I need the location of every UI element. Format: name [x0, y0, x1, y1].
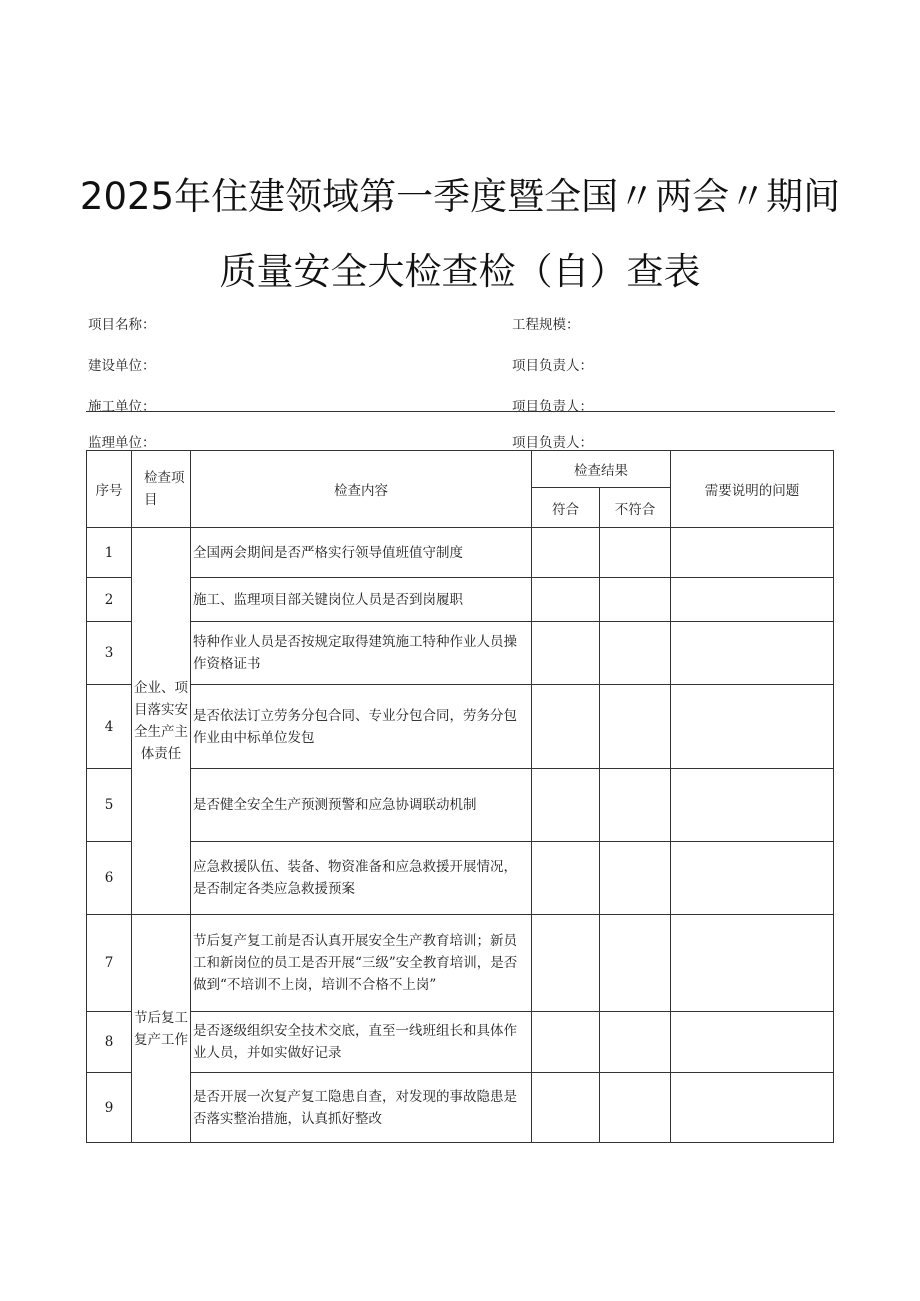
notes-cell[interactable] [671, 685, 834, 769]
conform-cell[interactable] [532, 842, 600, 915]
document-title-line2: 质量安全大检查检（自）查表 [219, 250, 701, 293]
row-content: 全国两会期间是否严格实行领导值班值守制度 [191, 528, 532, 578]
notes-cell[interactable] [671, 578, 834, 622]
category-cell: 节后复工复产工作 [132, 915, 191, 1143]
row-number: 7 [87, 915, 132, 1012]
table-row [87, 915, 834, 1012]
nonconform-cell[interactable] [600, 528, 671, 578]
owner-lead-label: 项目负责人： [512, 358, 593, 374]
row-content: 特种作业人员是否按规定取得建筑施工特种作业人员操作资格证书 [191, 622, 532, 685]
header-item: 检查项目 [132, 451, 191, 528]
construction-owner-label: 建设单位： [88, 358, 156, 374]
notes-cell[interactable] [671, 1073, 834, 1143]
category-cell: 企业、项目落实安全生产主体责任 [132, 528, 191, 915]
conform-cell[interactable] [532, 915, 600, 1012]
table-row [87, 528, 834, 578]
header-notes: 需要说明的问题 [671, 451, 834, 528]
nonconform-cell[interactable] [600, 915, 671, 1012]
nonconform-cell[interactable] [600, 578, 671, 622]
notes-cell[interactable] [671, 622, 834, 685]
row-number: 1 [87, 528, 132, 578]
row-content: 是否逐级组织安全技术交底，直至一线班组长和具体作业人员，并如实做好记录 [191, 1012, 532, 1073]
notes-cell[interactable] [671, 1012, 834, 1073]
row-number: 4 [87, 685, 132, 769]
table-row [87, 842, 834, 915]
table-row [87, 769, 834, 842]
nonconform-cell[interactable] [600, 1073, 671, 1143]
table-row [87, 685, 834, 769]
row-content: 是否开展一次复产复工隐患自查，对发现的事故隐患是否落实整治措施，认真抓好整改 [191, 1073, 532, 1143]
row-number: 9 [87, 1073, 132, 1143]
notes-cell[interactable] [671, 769, 834, 842]
supervisor-lead-label: 项目负责人： [512, 435, 593, 451]
divider-line [86, 411, 835, 412]
nonconform-cell[interactable] [600, 685, 671, 769]
notes-cell[interactable] [671, 842, 834, 915]
conform-cell[interactable] [532, 622, 600, 685]
conform-cell[interactable] [532, 685, 600, 769]
notes-cell[interactable] [671, 528, 834, 578]
table-row [87, 1073, 834, 1143]
conform-cell[interactable] [532, 578, 600, 622]
table-row [87, 578, 834, 622]
conform-cell[interactable] [532, 528, 600, 578]
conform-cell[interactable] [532, 1012, 600, 1073]
notes-cell[interactable] [671, 915, 834, 1012]
inspection-table [86, 450, 834, 1143]
project-scale-label: 工程规模： [512, 317, 580, 333]
row-content: 施工、监理项目部关键岗位人员是否到岗履职 [191, 578, 532, 622]
table-row [87, 1012, 834, 1073]
nonconform-cell[interactable] [600, 622, 671, 685]
nonconform-cell[interactable] [600, 769, 671, 842]
header-seq: 序号 [87, 451, 132, 528]
document-title-line1: 2025年住建领域第一季度暨全国〃两会〃期间 [79, 175, 841, 218]
table-row [87, 622, 834, 685]
row-number: 8 [87, 1012, 132, 1073]
nonconform-cell[interactable] [600, 1012, 671, 1073]
conform-cell[interactable] [532, 1073, 600, 1143]
row-content: 是否依法订立劳务分包合同、专业分包合同，劳务分包作业由中标单位发包 [191, 685, 532, 769]
header-result: 检查结果 [532, 451, 671, 488]
nonconform-cell[interactable] [600, 842, 671, 915]
row-number: 3 [87, 622, 132, 685]
row-content: 是否健全安全生产预测预警和应急协调联动机制 [191, 769, 532, 842]
contractor-label: 施工单位： [88, 399, 156, 415]
header-content: 检查内容 [191, 451, 532, 528]
conform-cell[interactable] [532, 769, 600, 842]
contractor-lead-label: 项目负责人： [512, 399, 593, 415]
row-content: 应急救援队伍、装备、物资准备和应急救援开展情况，是否制定各类应急救援预案 [191, 842, 532, 915]
project-name-label: 项目名称： [88, 317, 156, 333]
row-number: 5 [87, 769, 132, 842]
supervisor-label: 监理单位： [88, 435, 156, 451]
row-number: 6 [87, 842, 132, 915]
row-content: 节后复产复工前是否认真开展安全生产教育培训；新员工和新岗位的员工是否开展“三级”安全教育培训，是否做到“不培训不上岗，培训不合格不上岗” [191, 915, 532, 1012]
header-conform: 符合 [532, 488, 600, 528]
header-nonconform: 不符合 [600, 488, 671, 528]
row-number: 2 [87, 578, 132, 622]
